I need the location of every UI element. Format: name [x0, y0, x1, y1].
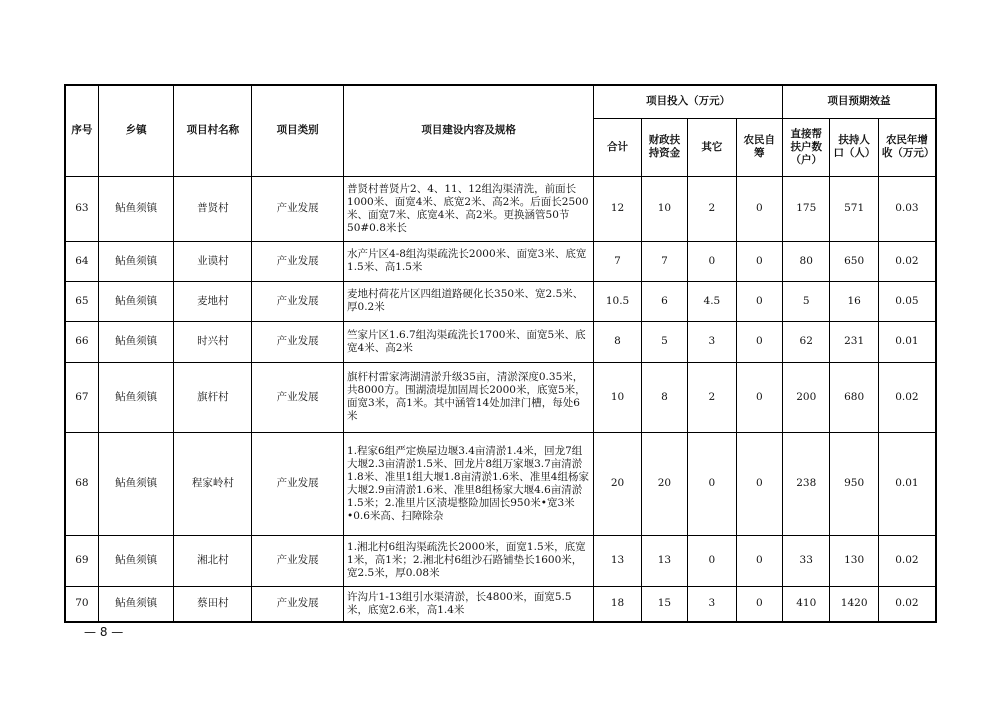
cell-no: 69 — [65, 535, 98, 586]
cell-no: 66 — [65, 321, 98, 362]
cell-farmer: 0 — [736, 535, 782, 586]
cell-town: 鲇鱼须镇 — [98, 176, 174, 241]
table-row — [65, 535, 936, 586]
cell-farmer: 0 — [736, 432, 782, 535]
cell-population: 680 — [830, 362, 878, 432]
cell-no: 68 — [65, 432, 98, 535]
cell-fiscal: 10 — [641, 176, 687, 241]
cell-total: 18 — [594, 586, 641, 622]
cell-income: 0.01 — [878, 321, 936, 362]
cell-town: 鲇鱼须镇 — [98, 362, 174, 432]
cell-content: 许沟片1-13组引水渠清淤，长4800米，面宽5.5米，底宽2.6米，高1.4米 — [344, 586, 594, 622]
header-investment: 项目投入（万元） — [594, 85, 783, 118]
cell-fiscal: 15 — [641, 586, 687, 622]
cell-total: 7 — [594, 241, 641, 281]
header-income: 农民年增收（万元） — [878, 118, 936, 176]
cell-content: 1.湘北村6组沟渠疏洗长2000米，面宽1.5米，底宽1米，高1米；2.湘北村6组沙石路铺垫长1600米，宽2.5米，厚0.08米 — [344, 535, 594, 586]
cell-farmer: 0 — [736, 321, 782, 362]
header-farmer: 农民自筹 — [736, 118, 782, 176]
cell-category: 产业发展 — [252, 432, 344, 535]
project-table — [64, 84, 937, 623]
cell-total: 10 — [594, 362, 641, 432]
header-no: 序号 — [65, 85, 98, 176]
cell-category: 产业发展 — [252, 321, 344, 362]
header-other: 其它 — [688, 118, 736, 176]
cell-category: 产业发展 — [252, 176, 344, 241]
cell-other: 2 — [688, 362, 736, 432]
cell-category: 产业发展 — [252, 241, 344, 281]
header-households: 直接帮扶户数（户） — [783, 118, 830, 176]
table-row — [65, 281, 936, 321]
cell-income: 0.02 — [878, 586, 936, 622]
cell-no: 63 — [65, 176, 98, 241]
cell-town: 鲇鱼须镇 — [98, 432, 174, 535]
cell-farmer: 0 — [736, 281, 782, 321]
cell-village: 湘北村 — [174, 535, 252, 586]
cell-town: 鲇鱼须镇 — [98, 535, 174, 586]
cell-other: 0 — [688, 535, 736, 586]
cell-fiscal: 5 — [641, 321, 687, 362]
cell-town: 鲇鱼须镇 — [98, 586, 174, 622]
cell-population: 650 — [830, 241, 878, 281]
cell-income: 0.03 — [878, 176, 936, 241]
cell-households: 410 — [783, 586, 830, 622]
table-row — [65, 176, 936, 241]
header-content: 项目建设内容及规格 — [344, 85, 594, 176]
cell-farmer: 0 — [736, 176, 782, 241]
cell-village: 蔡田村 — [174, 586, 252, 622]
project-table-sheet — [64, 84, 937, 623]
cell-category: 产业发展 — [252, 535, 344, 586]
cell-households: 175 — [783, 176, 830, 241]
cell-population: 950 — [830, 432, 878, 535]
cell-income: 0.05 — [878, 281, 936, 321]
cell-village: 时兴村 — [174, 321, 252, 362]
cell-village: 旗杆村 — [174, 362, 252, 432]
cell-category: 产业发展 — [252, 586, 344, 622]
cell-households: 33 — [783, 535, 830, 586]
cell-income: 0.02 — [878, 362, 936, 432]
cell-content: 竺家片区1.6.7组沟渠疏洗长1700米、面宽5米、底宽4米、高2米 — [344, 321, 594, 362]
cell-town: 鲇鱼须镇 — [98, 321, 174, 362]
header-population: 扶持人口（人） — [830, 118, 878, 176]
cell-population: 130 — [830, 535, 878, 586]
cell-content: 麦地村荷花片区四组道路硬化长350米、宽2.5米、厚0.2米 — [344, 281, 594, 321]
cell-total: 8 — [594, 321, 641, 362]
cell-fiscal: 8 — [641, 362, 687, 432]
cell-total: 20 — [594, 432, 641, 535]
cell-no: 65 — [65, 281, 98, 321]
cell-population: 231 — [830, 321, 878, 362]
cell-other: 3 — [688, 586, 736, 622]
cell-no: 67 — [65, 362, 98, 432]
header-village: 项目村名称 — [174, 85, 252, 176]
cell-total: 10.5 — [594, 281, 641, 321]
table-row — [65, 362, 936, 432]
cell-households: 62 — [783, 321, 830, 362]
cell-households: 200 — [783, 362, 830, 432]
cell-fiscal: 7 — [641, 241, 687, 281]
header-benefit: 项目预期效益 — [783, 85, 936, 118]
cell-population: 571 — [830, 176, 878, 241]
cell-income: 0.02 — [878, 535, 936, 586]
cell-village: 普贤村 — [174, 176, 252, 241]
table-row — [65, 241, 936, 281]
cell-households: 238 — [783, 432, 830, 535]
cell-town: 鲇鱼须镇 — [98, 281, 174, 321]
cell-category: 产业发展 — [252, 362, 344, 432]
header-total: 合计 — [594, 118, 641, 176]
cell-fiscal: 6 — [641, 281, 687, 321]
cell-households: 80 — [783, 241, 830, 281]
cell-category: 产业发展 — [252, 281, 344, 321]
cell-other: 3 — [688, 321, 736, 362]
cell-income: 0.02 — [878, 241, 936, 281]
header-fiscal: 财政扶持资金 — [641, 118, 687, 176]
cell-fiscal: 13 — [641, 535, 687, 586]
cell-total: 12 — [594, 176, 641, 241]
cell-no: 70 — [65, 586, 98, 622]
cell-population: 16 — [830, 281, 878, 321]
cell-other: 2 — [688, 176, 736, 241]
cell-village: 麦地村 — [174, 281, 252, 321]
table-row — [65, 586, 936, 622]
cell-content: 1.程家6组严定焕屋边堰3.4亩清淤1.4米，回龙7组大堰2.3亩清淤1.5米、回龙片8组万家堰3.7亩清淤1.8米、准里1组大堰1.8亩清淤1.6米、准里4组杨家大堰2.9亩清淤1.6米、准里8组杨家大堰4.6亩清淤1.5米；2.准里片区渍堤整险加固长950米•宽3米•0.6米高、扫障除杂 — [344, 432, 594, 535]
cell-other: 4.5 — [688, 281, 736, 321]
cell-income: 0.01 — [878, 432, 936, 535]
cell-total: 13 — [594, 535, 641, 586]
cell-content: 普贤村普贤片2、4、11、12组沟渠清洗，前面长1000米、面宽4米、底宽2米、高2米。后面长2500米、面宽7米、底宽4米、高2米。更换涵管50节50#0.8米长 — [344, 176, 594, 241]
cell-content: 旗杆村雷家湾湖清淤升级35亩，清淤深度0.35米，共8000方。围湖渍堤加固周长2000米，底宽5米，面宽3米，高1米。其中涵管14处加津门槽，每处6米 — [344, 362, 594, 432]
table-row — [65, 432, 936, 535]
table-row — [65, 321, 936, 362]
cell-village: 业谟村 — [174, 241, 252, 281]
cell-farmer: 0 — [736, 362, 782, 432]
cell-village: 程家岭村 — [174, 432, 252, 535]
cell-town: 鲇鱼须镇 — [98, 241, 174, 281]
cell-other: 0 — [688, 241, 736, 281]
cell-population: 1420 — [830, 586, 878, 622]
cell-content: 水产片区4-8组沟渠疏洗长2000米、面宽3米、底宽1.5米、高1.5米 — [344, 241, 594, 281]
header-row-top — [65, 85, 936, 118]
cell-farmer: 0 — [736, 586, 782, 622]
cell-fiscal: 20 — [641, 432, 687, 535]
header-category: 项目类别 — [252, 85, 344, 176]
cell-no: 64 — [65, 241, 98, 281]
header-town: 乡镇 — [98, 85, 174, 176]
page-number: — 8 — — [84, 625, 124, 639]
cell-households: 5 — [783, 281, 830, 321]
cell-other: 0 — [688, 432, 736, 535]
cell-farmer: 0 — [736, 241, 782, 281]
